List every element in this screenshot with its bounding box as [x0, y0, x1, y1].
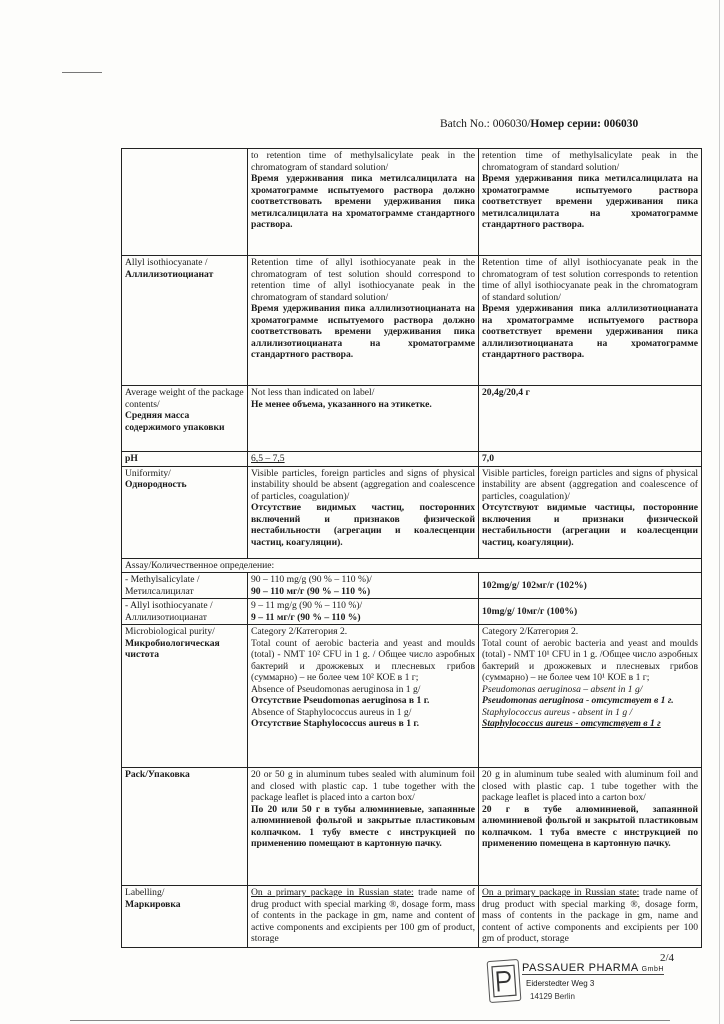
result-body: trade name of drug product with special marking ®, dosage form, mass of contents in the package in gm, name and content of active components and excipients per 100 gm of product, storage	[482, 887, 698, 944]
spec-body: trade name of drug product with special marking ®, dosage form, mass of contents in the package in gm, name and content of active components and excipients per 100 gm of product, storage	[251, 887, 475, 944]
spec-staphylococcus-ru: Отсутствие Staphylococcus aureus в 1 г.	[251, 718, 420, 729]
specification-table	[121, 148, 702, 948]
param-en: - Allyl isothiocyanate /	[125, 600, 213, 611]
param-en: Microbiological purity/	[125, 626, 215, 637]
spec-cell	[248, 256, 479, 386]
result-cell	[479, 768, 702, 886]
spec-cell	[248, 386, 479, 452]
company-address-city: 14129 Berlin	[530, 992, 575, 1001]
result-staphylococcus-en: Staphylococcus aureus - absent in 1 g /	[482, 706, 633, 718]
table-row-ph	[122, 452, 702, 467]
param-cell	[122, 625, 248, 768]
result-staphylococcus-ru: Staphylococcus aureus - отсутствует в 1 г	[482, 718, 661, 729]
table-row-pack	[122, 768, 702, 886]
result-pseudomonas-en: Pseudomonas aeruginosa – absent in 1 g/	[482, 683, 643, 695]
result-ru: Время удерживания пика метилсалицилата на хроматограмме испытуемого раствора соответствует времени удерживания пика метилсалицилата на хроматограмме стандартного раствора.	[482, 173, 698, 230]
result-ru: 20 г в тубе алюминиевой, запаянной алюминиевой фольгой и закрытой пластиковым колпачком. 1 туба вместе с инструкцией по применению помещена в картонную пачку.	[482, 803, 698, 849]
param-ru: Аллилизотиоцианат	[125, 268, 214, 280]
param-cell	[122, 573, 248, 599]
spec-cell	[248, 573, 479, 599]
table-row-assay-header	[122, 558, 702, 573]
page-number: 2/4	[660, 952, 675, 964]
result-en: 20 g in aluminum tube sealed with aluminum foil and closed with plastic cap. 1 tube together with the package leaflet is placed into a carton box/	[482, 769, 698, 803]
assay-header-cell	[122, 558, 702, 573]
spec-en: Visible particles, foreign particles and signs of physical instability should be absent (aggregation and coalescence of particles, coagulation)/	[251, 467, 475, 502]
param-en: Allyl isothiocyanate /	[125, 257, 208, 268]
spec-cell	[248, 599, 479, 625]
spec-cell	[248, 886, 479, 948]
batch-number: Batch No.: 006030/Номер серии: 006030	[440, 118, 639, 130]
table-row-allyl-identification	[122, 256, 702, 386]
result-pseudomonas-ru: Pseudomonas aeruginosa - отсутствует в 1 г.	[482, 695, 674, 706]
result-total-count: Total count of aerobic bacteria and yeast and moulds (total) - NMT 10¹ CFU in 1 g. /Общее число аэробных бактерий и дрожжевых и плесневых грибов (суммарно) – не более чем 10¹ КОЕ в 1 г;	[482, 637, 698, 683]
top-margin-rule	[62, 72, 102, 73]
company-address-street: Eiderstedter Weg 3	[526, 979, 595, 988]
spec-cell	[248, 768, 479, 886]
scan-edge	[719, 0, 720, 1024]
param-en: Average weight of the package contents/	[125, 387, 244, 410]
param-en: - Methylsalicylate /	[125, 574, 200, 585]
param-ru: Аллилизотиоцианат	[125, 611, 207, 623]
result-value: 102mg/g/ 102мг/г (102%)	[482, 579, 587, 591]
param-ru: Микробиологическая чистота	[125, 637, 220, 660]
bottom-margin-rule	[70, 1020, 670, 1021]
spec-en: Retention time of allyl isothiocyanate peak in the chromatogram of test solution should correspond to retention time of allyl isothiocyanate peak in the chromatogram of standard solution/	[251, 257, 475, 303]
result-en: retention time of methylsalicylate peak in the chromatogram of standard solution/	[482, 150, 698, 173]
spec-ru: По 20 или 50 г в тубы алюминиевые, запаянные алюминиевой фольгой и закрытые пластиковым колпачком. 1 тубу вместе с инструкцией по применению помещают в картонную пачку.	[251, 803, 475, 849]
table-row-assay-methylsalicylate	[122, 573, 702, 599]
table-row-methylsalicylate-cont	[122, 149, 702, 256]
result-cell	[479, 625, 702, 768]
result-ru: Время удерживания пика аллилизотиоцианата на хроматограмме испытуемого раствора соответствует времени удерживания пика аллилизотиоцианата на хроматограмме стандартного раствора.	[482, 303, 698, 360]
result-cell	[479, 452, 702, 467]
param-cell	[122, 768, 248, 886]
company-name: PASSAUER PHARMA GmbH	[522, 962, 664, 974]
param-en: Labelling/	[125, 887, 165, 898]
spec-cell	[248, 149, 479, 256]
spec-ru: Не менее объема, указанного на этикетке.	[251, 398, 432, 410]
spec-ru: Время удерживания пика метилсалицилата на хроматограмме испытуемого раствора должно соответствовать времени удерживания пика метилсалицилата на хроматограмме стандартного раствора.	[251, 173, 475, 230]
result-cell	[479, 466, 702, 558]
param-cell: pH	[122, 452, 248, 467]
param-cell	[122, 599, 248, 625]
param-cell	[122, 886, 248, 948]
param-cell	[122, 466, 248, 558]
spec-staphylococcus-en: Absence of Staphylococcus aureus in 1 g/	[251, 706, 412, 718]
param-cell	[122, 149, 248, 256]
spec-pseudomonas-ru: Отсутствие Pseudomonas aeruginosa в 1 г.	[251, 695, 430, 706]
param-ru: Метилсалицилат	[125, 585, 194, 597]
spec-pseudomonas-en: Absence of Pseudomonas aeruginosa in 1 g/	[251, 683, 421, 695]
result-cell	[479, 256, 702, 386]
result-en: Visible particles, foreign particles and signs of physical instability are absent (aggregation and coalescence of particles, coagulation)/	[482, 467, 698, 502]
param-cell	[122, 256, 248, 386]
result-cell	[479, 886, 702, 948]
spec-en: 20 or 50 g in aluminum tubes sealed with aluminum foil and closed with plastic cap. 1 tube together with the package leaflet is placed into a carton box/	[251, 769, 475, 803]
table-row-average-weight	[122, 386, 702, 452]
spec-cell	[248, 466, 479, 558]
result-cell	[479, 149, 702, 256]
spec-category: Category 2/Категория 2.	[251, 626, 348, 637]
spec-value: 6,5 – 7,5	[251, 453, 285, 464]
spec-ru: Отсутствие видимых частиц, посторонних включений и признаков физической нестабильности (агрегации и коалесценции частиц, коагуляции).	[251, 502, 475, 548]
result-value: 10mg/g/ 10мг/г (100%)	[482, 605, 578, 617]
param-cell	[122, 386, 248, 452]
spec-en: 9 – 11 mg/g (90 % – 110 %)/	[251, 600, 363, 611]
table-row-microbiological-purity	[122, 625, 702, 768]
result-value: 7,0	[482, 453, 494, 464]
spec-ru: Время удерживания пика аллилизотиоцианата на хроматограмме испытуемого раствора должно соответствовать времени удерживания пика аллилизотиоцианата на хроматограмме стандартного раствора.	[251, 303, 475, 360]
assay-title: Assay/Количественное определение:	[125, 559, 275, 571]
param-ru: Маркировка	[125, 898, 181, 910]
result-heading: On a primary package in Russian state:	[482, 887, 640, 898]
table-row-assay-allyl	[122, 599, 702, 625]
param-en: Uniformity/	[125, 467, 171, 479]
spec-ru: 9 – 11 мг/г (90 % – 110 %)	[251, 611, 361, 623]
spec-total-count: Total count of aerobic bacteria and yeast and moulds (total) - NMT 10² CFU in 1 g. / Общее число аэробных бактерий и дрожжевых и плесневых грибов (суммарно) – не более чем 10² КОЕ в 1 г;	[251, 637, 475, 683]
spec-ru: 90 – 110 мг/г (90 % – 110 %)	[251, 585, 371, 597]
param-ru: Средняя масса содержимого упаковки	[125, 410, 225, 433]
spec-en: to retention time of methylsalicylate peak in the chromatogram of standard solution/	[251, 150, 475, 173]
param-ru: Однородность	[125, 479, 187, 490]
spec-en: 90 – 110 mg/g (90 % – 110 %)/	[251, 574, 372, 585]
result-ru: Отсутствуют видимые частицы, посторонние включения и признаки физической нестабильности (агрегации и коалесценции частиц, коагуляции).	[482, 502, 698, 548]
result-value: 20,4g/20,4 г	[482, 387, 530, 398]
result-category: Category 2/Категория 2.	[482, 626, 579, 637]
table-row-uniformity	[122, 466, 702, 558]
spec-en: Not less than indicated on label/	[251, 387, 375, 398]
result-cell	[479, 599, 702, 625]
spec-cell	[248, 625, 479, 768]
company-stamp-logo	[487, 959, 522, 1003]
result-en: Retention time of allyl isothiocyanate peak in the chromatogram of test solution corresponds to retention time of allyl isothiocyanate peak in the chromatogram of standard solution/	[482, 257, 698, 303]
table-row-labelling	[122, 886, 702, 948]
spec-cell	[248, 452, 479, 467]
spec-heading: On a primary package in Russian state:	[251, 887, 414, 898]
param-label: Pack/Упаковка	[125, 769, 190, 780]
result-cell	[479, 573, 702, 599]
result-cell	[479, 386, 702, 452]
